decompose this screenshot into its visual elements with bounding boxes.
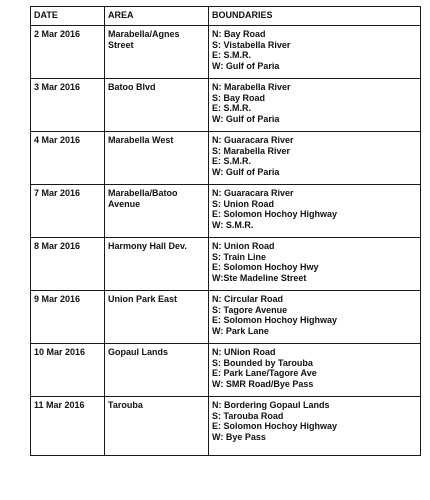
date-cell: 3 Mar 2016 <box>31 79 105 132</box>
table-row <box>31 397 421 456</box>
area-line: Marabella/Batoo <box>108 188 178 198</box>
area-line: Tarouba <box>108 400 143 410</box>
header-boundaries: BOUNDARIES <box>209 7 421 26</box>
date-cell: 7 Mar 2016 <box>31 185 105 238</box>
boundary-north: N: Bordering Gopaul Lands <box>212 400 330 410</box>
area-line: Avenue <box>108 198 141 209</box>
boundary-south: S: Marabella River <box>212 145 291 156</box>
boundary-south: S: Bounded by Tarouba <box>212 357 313 368</box>
table-row <box>31 26 421 79</box>
boundary-south: S: Tagore Avenue <box>212 304 288 315</box>
table-row <box>31 291 421 344</box>
boundary-east: E: Park Lane/Tagore Ave <box>212 368 317 378</box>
boundaries-cell <box>209 397 421 456</box>
boundary-south: S: Bay Road <box>212 92 266 103</box>
boundary-north: N: Marabella River <box>212 82 291 92</box>
boundaries-cell <box>209 26 421 79</box>
boundary-north: N: Guaracara River <box>212 188 294 198</box>
boundary-north: N: Circular Road <box>212 294 284 304</box>
area-line: Marabella/Agnes <box>108 29 180 39</box>
area-cell <box>105 397 209 456</box>
area-cell <box>105 185 209 238</box>
area-cell <box>105 26 209 79</box>
area-line: Batoo Blvd <box>108 82 156 92</box>
boundary-west: W: Park Lane <box>212 325 269 336</box>
table-row <box>31 238 421 291</box>
area-line: Street <box>108 39 134 50</box>
boundary-west: W: SMR Road/Bye Pass <box>212 378 314 389</box>
boundary-west: W:Ste Madeline Street <box>212 272 307 283</box>
boundary-south: S: Vistabella River <box>212 39 291 50</box>
date-cell: 4 Mar 2016 <box>31 132 105 185</box>
table-row <box>31 79 421 132</box>
area-line: Harmony Hall Dev. <box>108 241 187 251</box>
boundary-east: E: Solomon Hochoy Highway <box>212 315 338 325</box>
table-header-row <box>31 7 421 26</box>
boundary-south: S: Tarouba Road <box>212 410 284 421</box>
date-cell: 2 Mar 2016 <box>31 26 105 79</box>
boundary-south: S: Train Line <box>212 251 267 262</box>
boundary-west: W: S.M.R. <box>212 219 254 230</box>
boundaries-cell <box>209 79 421 132</box>
boundaries-cell <box>209 185 421 238</box>
boundary-north: N: Union Road <box>212 241 275 251</box>
area-cell <box>105 291 209 344</box>
header-date: DATE <box>31 7 105 26</box>
boundary-north: N: UNion Road <box>212 347 276 357</box>
boundary-south: S: Union Road <box>212 198 274 209</box>
boundary-east: E: Solomon Hochoy Hwy <box>212 262 319 272</box>
date-cell: 10 Mar 2016 <box>31 344 105 397</box>
boundary-west: W: Gulf of Paria <box>212 166 280 177</box>
boundaries-cell <box>209 344 421 397</box>
boundaries-cell <box>209 291 421 344</box>
boundary-north: N: Guaracara River <box>212 135 294 145</box>
table-row <box>31 132 421 185</box>
area-cell <box>105 132 209 185</box>
boundary-east: E: S.M.R. <box>212 156 252 166</box>
header-area: AREA <box>105 7 209 26</box>
area-cell <box>105 238 209 291</box>
boundary-north: N: Bay Road <box>212 29 266 39</box>
boundaries-cell <box>209 132 421 185</box>
boundary-east: E: S.M.R. <box>212 50 252 60</box>
boundary-west: W: Gulf of Paria <box>212 113 280 124</box>
area-cell <box>105 344 209 397</box>
area-line: Gopaul Lands <box>108 347 169 357</box>
boundary-east: E: Solomon Hochoy Highway <box>212 421 338 431</box>
boundary-west: W: Bye Pass <box>212 431 266 442</box>
boundary-west: W: Gulf of Paria <box>212 60 280 71</box>
date-cell: 11 Mar 2016 <box>31 397 105 456</box>
area-line: Union Park East <box>108 294 178 304</box>
date-cell: 8 Mar 2016 <box>31 238 105 291</box>
boundary-east: E: Solomon Hochoy Highway <box>212 209 338 219</box>
boundary-east: E: S.M.R. <box>212 103 252 113</box>
table-row <box>31 344 421 397</box>
schedule-table <box>30 6 421 456</box>
date-cell: 9 Mar 2016 <box>31 291 105 344</box>
area-line: Marabella West <box>108 135 174 145</box>
table-row <box>31 185 421 238</box>
area-cell <box>105 79 209 132</box>
boundaries-cell <box>209 238 421 291</box>
